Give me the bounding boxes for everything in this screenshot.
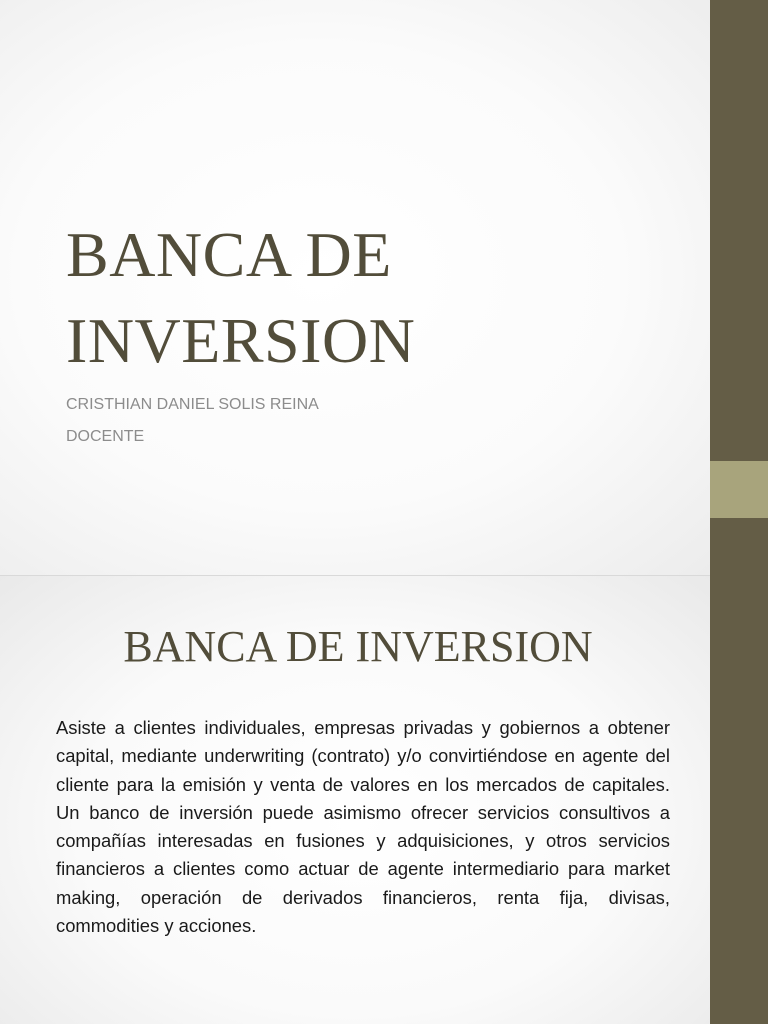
content-slide-body: Asiste a clientes individuales, empresas privadas y gobiernos a obtener capital, mediante underwriting (contrato) y/o convirtiéndose en agente del cliente para la emisión y venta de valores en los mercados de capitales. Un banco de inversión puede asimismo ofrecer servicios consultivos a compañías interesadas en fusiones y adquisiciones, y otros servicios financieros a clientes como actuar de agente intermediario para market making, operación de derivados financieros, renta fija, divisas, commodities y acciones. <box>56 717 670 937</box>
author-role: DOCENTE <box>66 428 145 445</box>
author-name: CRISTHIAN DANIEL SOLIS REINA <box>66 396 319 413</box>
slide-title <box>66 212 415 384</box>
decorative-sidebar-accent <box>710 461 768 518</box>
slide-subtitle <box>66 389 319 453</box>
content-slide-title: BANCA DE INVERSION <box>123 622 593 671</box>
content-slide <box>0 576 710 1024</box>
slide-title-line-2: INVERSION <box>66 305 416 376</box>
slide-title-line-1: BANCA DE <box>66 219 392 290</box>
